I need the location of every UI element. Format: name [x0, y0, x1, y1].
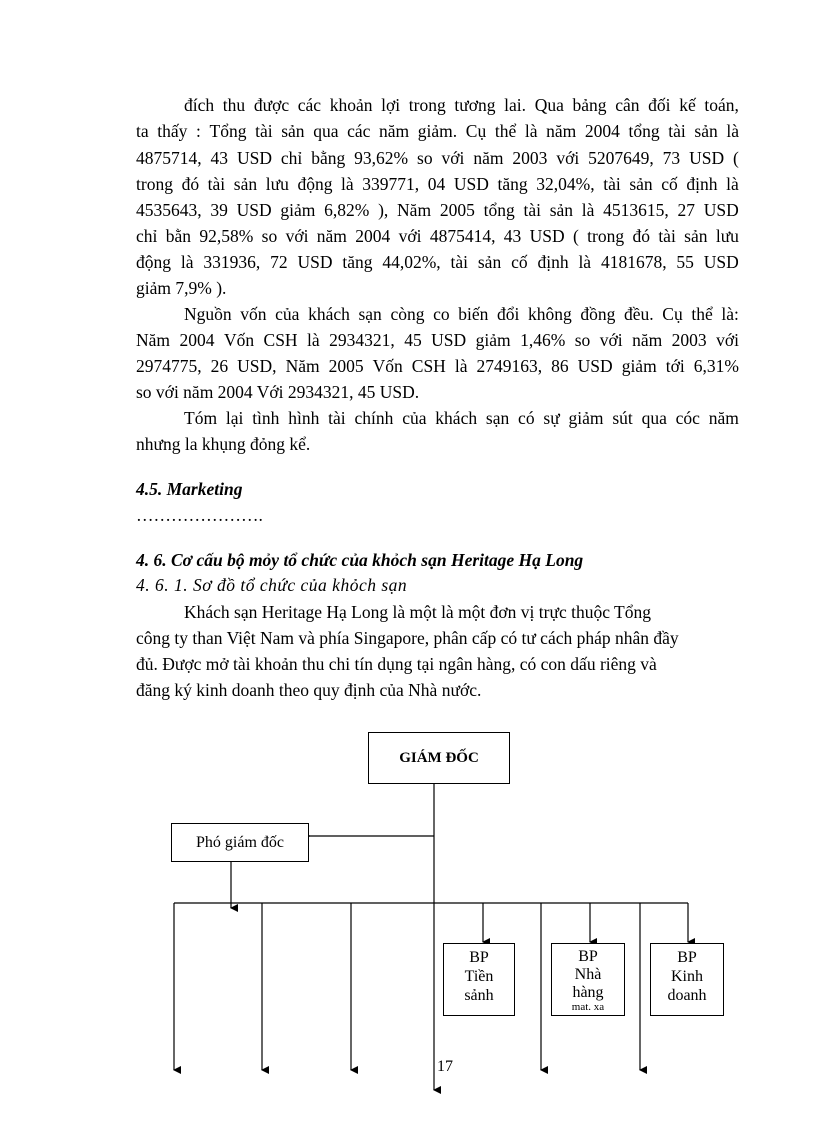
text-line: nhưng la khụng đỏng kể.: [136, 434, 311, 454]
marketing-placeholder: ………………….: [136, 505, 263, 525]
dept-label: doanh: [667, 987, 707, 1004]
text-line: 2974775, 26 USD, Năm 2005 Vốn CSH là 2749163, 86 USD giảm tới 6,31%: [136, 356, 739, 376]
dept-lobby-box: [443, 943, 515, 1016]
section-heading-structure: 4. 6. Cơ cấu bộ mỏy tổ chức của khỏch sạn Heritage Hạ Long: [136, 550, 584, 570]
text-line: trong đó tài sản lưu động là 339771, 04 USD tăng 32,04%, tài sản cố định là: [136, 174, 739, 194]
text-line: công ty than Việt Nam và phía Singapore, phân cấp có tư cách pháp nhân đầy: [136, 628, 679, 648]
dept-label: Nhà: [574, 966, 602, 983]
dept-label: hàng: [572, 984, 604, 1001]
text-line: đăng ký kinh doanh theo quy định của Nhà nước.: [136, 680, 482, 700]
dept-label: BP: [578, 948, 598, 965]
text-line: Tóm lại tình hình tài chính của khách sạn có sự giảm sút qua cóc năm: [184, 408, 739, 428]
deputy-director-box: Phó giám đốc: [171, 823, 309, 862]
section-heading-marketing: 4.5. Marketing: [136, 479, 243, 499]
text-line: Nguồn vốn của khách sạn còng co biến đổi không đồng đều. Cụ thể là:: [184, 304, 739, 324]
director-box: GIÁM ĐỐC: [368, 732, 510, 784]
text-line: so với năm 2004 Với 2934321, 45 USD.: [136, 382, 420, 402]
text-line: 4535643, 39 USD giảm 6,82% ), Năm 2005 tổng tài sản là 4513615, 27 USD: [136, 200, 739, 220]
text-line: đích thu được các khoản lợi trong tương lai. Qua bảng cân đối kế toán,: [184, 95, 739, 115]
dept-label: sảnh: [464, 987, 494, 1004]
text-line: đủ. Được mở tài khoản thu chi tín dụng tại ngân hàng, có con dấu riêng và: [136, 654, 657, 674]
dept-label: BP: [469, 949, 489, 966]
dept-label: Tiền: [464, 968, 494, 985]
text-line: ta thấy : Tổng tài sản qua các năm giảm. Cụ thể là năm 2004 tổng tài sản là: [136, 121, 739, 141]
page-number: 17: [437, 1058, 453, 1075]
dept-label: Kinh: [671, 968, 703, 985]
text-line: Khách sạn Heritage Hạ Long là một là một đơn vị trực thuộc Tổng: [184, 602, 651, 622]
dept-label: mat. xa: [571, 1001, 605, 1013]
text-line: Năm 2004 Vốn CSH là 2934321, 45 USD giảm 1,46% so với năm 2003 với: [136, 330, 739, 350]
text-line: giảm 7,9% ).: [136, 278, 227, 298]
dept-label: BP: [677, 949, 697, 966]
dept-restaurant-box: [551, 943, 625, 1016]
text-line: chỉ bằn 92,58% so với năm 2004 với 4875414, 43 USD ( trong đó tài sản lưu: [136, 226, 739, 246]
text-line: động là 331936, 72 USD tăng 44,02%, tài sản cố định là 4181678, 55 USD: [136, 252, 739, 272]
subsection-heading: 4. 6. 1. Sơ đồ tổ chức của khỏch sạn: [136, 575, 408, 595]
dept-business-box: [650, 943, 724, 1016]
text-line: 4875714, 43 USD chỉ bằng 93,62% so với năm 2003 với 5207649, 73 USD (: [136, 148, 739, 168]
